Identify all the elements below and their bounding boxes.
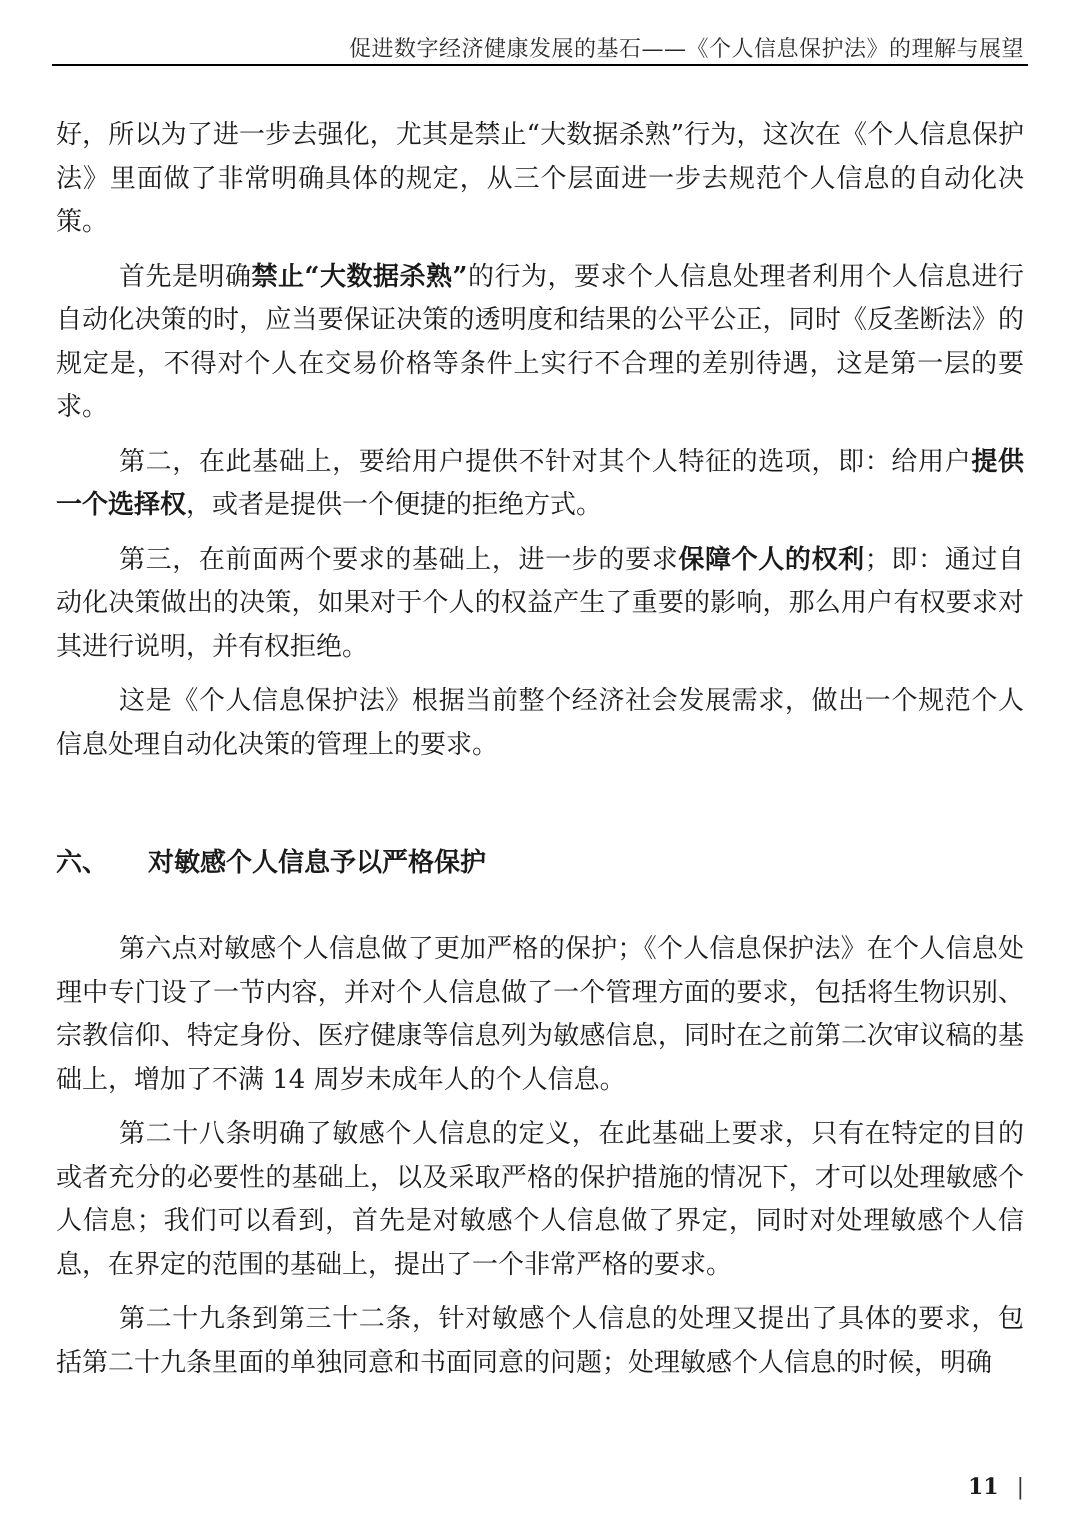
paragraph-2-text-b: 的行为，要求个人信息处理者利用个人信息进行自动化决策的时，应当要保证决策的透明度和结果的公平公正，同时《反垄断法》的规定是，不得对个人在交易价格等条件上实行不合理的差别待遇，这是第一层的要求。: [56, 261, 1024, 422]
page-number: 11: [967, 1474, 999, 1500]
paragraph-4-text-a: 第三，在前面两个要求的基础上，进一步的要求: [119, 544, 679, 575]
paragraph-3-text-a: 第二，在此基础上，要给用户提供不针对其个人特征的选项，即：给用户: [119, 446, 972, 477]
paragraph-1: 好，所以为了进一步去强化，尤其是禁止“大数据杀熟”行为，这次在《个人信息保护法》里面做了非常明确具体的规定，从三个层面进一步去规范个人信息的自动化决策。: [56, 120, 1024, 237]
paragraph-3: [56, 441, 1024, 528]
page-footer: [968, 1474, 1024, 1500]
paragraph-6: 第六点对敏感个人信息做了更加严格的保护；《个人信息保护法》在个人信息处理中专门设了一节内容，并对个人信息做了一个管理方面的要求，包括将生物识别、宗教信仰、特定身份、医疗健康等信息列为敏感信息，同时在之前第二次审议稿的基础上，增加了不满 14 周岁未成年人的个人信息。: [56, 934, 1024, 1095]
paragraph-2-emphasis: 禁止“大数据杀熟”: [251, 261, 468, 292]
paragraph-3-emphasis: 提供一个选择权: [56, 446, 1024, 520]
running-title: 促进数字经济健康发展的基石——《个人信息保护法》的理解与展望: [348, 37, 1024, 62]
paragraph-4: [56, 539, 1024, 670]
page-header: [52, 0, 1028, 66]
paragraph-7: 第二十八条明确了敏感个人信息的定义，在此基础上要求，只有在特定的目的或者充分的必要性的基础上，以及采取严格的保护措施的情况下，才可以处理敏感个人信息；我们可以看到，首先是对敏感个人信息做了界定，同时对处理敏感个人信息，在界定的范围的基础上，提出了一个非常严格的要求。: [56, 1119, 1024, 1280]
paragraph-3-text-b: ，或者是提供一个便捷的拒绝方式。: [186, 490, 603, 520]
paragraph-4-text-b: ；即：通过自动化决策做出的决策，如果对于个人的权益产生了重要的影响，那么用户有权要求对其进行说明，并有权拒绝。: [56, 544, 1024, 662]
paragraph-2: [56, 256, 1024, 430]
section-title: 对敏感个人信息予以严格保护: [148, 848, 487, 878]
paragraph-8: 第二十九条到第三十二条，针对敏感个人信息的处理又提出了具体的要求，包括第二十九条里面的单独同意和书面同意的问题；处理敏感个人信息的时候，明确: [56, 1304, 1024, 1378]
paragraph-5: 这是《个人信息保护法》根据当前整个经济社会发展需求，做出一个规范个人信息处理自动化决策的管理上的要求。: [56, 686, 1024, 760]
section-number: 六、: [56, 848, 109, 878]
body-text-upper: [56, 114, 1024, 767]
paragraph-4-emphasis: 保障个人的权利: [678, 544, 865, 575]
body-text-lower: [56, 928, 1024, 1385]
paragraph-2-text-a: 首先是明确: [119, 261, 252, 292]
footer-separator: |: [1016, 1475, 1024, 1500]
section-heading: [56, 842, 486, 885]
